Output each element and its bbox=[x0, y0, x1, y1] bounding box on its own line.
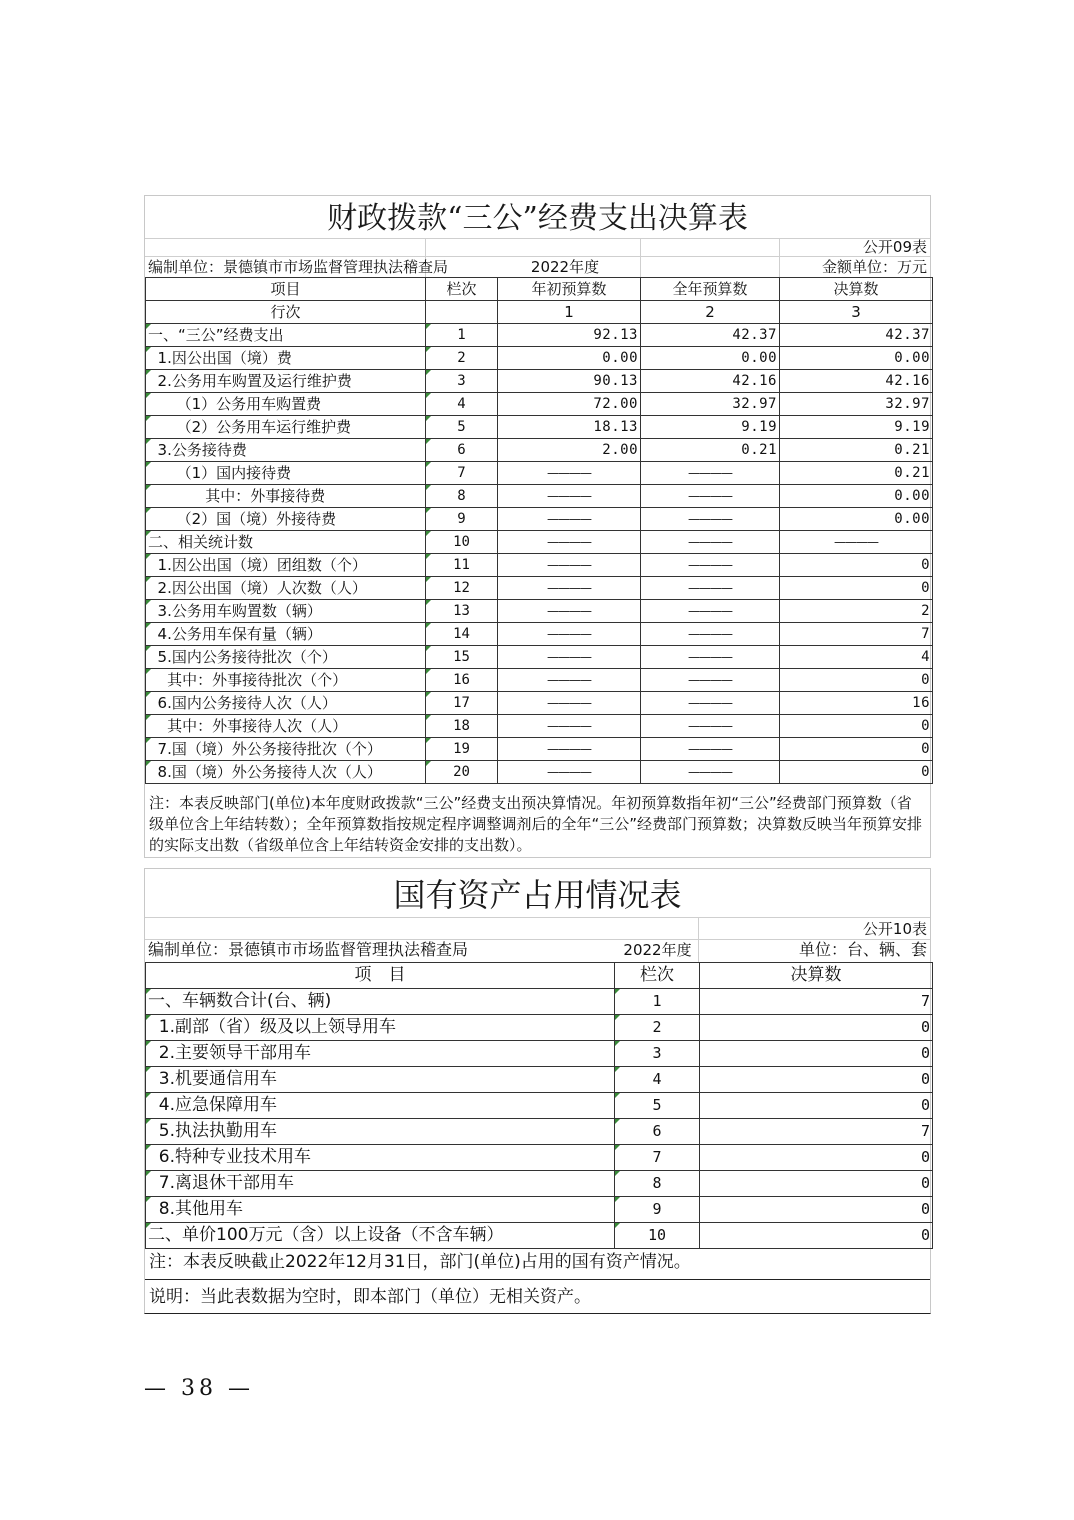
row-index: 9 bbox=[426, 508, 498, 531]
row-value: ———— bbox=[641, 646, 780, 669]
row-value: ———— bbox=[780, 531, 933, 554]
row-value: ———— bbox=[641, 669, 780, 692]
table-row bbox=[146, 692, 933, 715]
table1-unit: 编制单位：景德镇市市场监督管理执法稽查局 bbox=[148, 258, 449, 276]
row-index: 17 bbox=[426, 692, 498, 715]
table2-header-cell: 项 目 bbox=[146, 963, 615, 989]
row-value: 0.00 bbox=[780, 347, 933, 370]
row-index: 6 bbox=[426, 439, 498, 462]
row-label: （2）国（境）外接待费 bbox=[146, 508, 426, 531]
row-index: 15 bbox=[426, 646, 498, 669]
row-value: ———— bbox=[641, 623, 780, 646]
row-value: 0 bbox=[700, 1171, 933, 1197]
row-value: 0 bbox=[780, 577, 933, 600]
row-label: 一、车辆数合计(台、辆) bbox=[146, 989, 615, 1015]
row-value: 42.37 bbox=[780, 324, 933, 347]
table-row bbox=[146, 738, 933, 761]
row-value: 42.16 bbox=[641, 370, 780, 393]
row-value: 0 bbox=[700, 1067, 933, 1093]
row-index: 5 bbox=[426, 416, 498, 439]
table1-grid bbox=[145, 277, 933, 784]
table-row bbox=[146, 1197, 933, 1223]
row-index: 8 bbox=[426, 485, 498, 508]
row-index: 19 bbox=[426, 738, 498, 761]
row-value: 0.21 bbox=[641, 439, 780, 462]
table2-header-row bbox=[146, 963, 933, 989]
table1-note: 注：本表反映部门(单位)本年度财政拨款“三公”经费支出预决算情况。年初预算数指年初“三公”经费部门预算数（省级单位含上年结转数）；全年预算数指按规定程序调整调剂后的全年“三公”经费部门预算数；决算数反映当年预算安排的实际支出数（省级单位含上年结转资金安排的支出数）。 bbox=[149, 794, 923, 854]
row-label: 其中：外事接待费 bbox=[146, 485, 426, 508]
table1-subheader-cell: 行次 bbox=[146, 301, 426, 324]
row-value: ———— bbox=[498, 646, 641, 669]
page-number: — 38 — bbox=[144, 1376, 254, 1401]
row-value: 0.00 bbox=[641, 347, 780, 370]
row-label: 3.公务用车购置数（辆） bbox=[146, 600, 426, 623]
row-value: 32.97 bbox=[780, 393, 933, 416]
row-index: 3 bbox=[426, 370, 498, 393]
table2-unit: 编制单位：景德镇市市场监督管理执法稽查局 bbox=[148, 940, 469, 959]
row-value: ———— bbox=[498, 554, 641, 577]
table-row bbox=[146, 1119, 933, 1145]
row-label: 4.应急保障用车 bbox=[146, 1093, 615, 1119]
row-label: 8.国（境）外公务接待人次（人） bbox=[146, 761, 426, 784]
table-row bbox=[146, 508, 933, 531]
row-index: 16 bbox=[426, 669, 498, 692]
row-value: ———— bbox=[498, 623, 641, 646]
state-assets-table bbox=[144, 868, 931, 1314]
table-row bbox=[146, 1067, 933, 1093]
row-value: ———— bbox=[641, 715, 780, 738]
row-index: 14 bbox=[426, 623, 498, 646]
table2-note: 注：本表反映截止2022年12月31日，部门(单位)占用的国有资产情况。 bbox=[149, 1252, 691, 1272]
table-row bbox=[146, 715, 933, 738]
table-row bbox=[146, 554, 933, 577]
row-value: ———— bbox=[498, 462, 641, 485]
row-value: ———— bbox=[641, 738, 780, 761]
table-row bbox=[146, 577, 933, 600]
row-index: 5 bbox=[615, 1093, 700, 1119]
row-value: ———— bbox=[498, 600, 641, 623]
row-value: ———— bbox=[641, 531, 780, 554]
row-label: 2.主要领导干部用车 bbox=[146, 1041, 615, 1067]
row-value: 92.13 bbox=[498, 324, 641, 347]
row-label: 二、单价100万元（含）以上设备（不含车辆） bbox=[146, 1223, 615, 1249]
table1-year: 2022年度 bbox=[530, 258, 600, 276]
row-label: 7.离退休干部用车 bbox=[146, 1171, 615, 1197]
table2-grid bbox=[145, 962, 933, 1249]
row-value: ———— bbox=[641, 554, 780, 577]
row-value: 42.37 bbox=[641, 324, 780, 347]
row-value: 72.00 bbox=[498, 393, 641, 416]
row-label: 其中：外事接待批次（个） bbox=[146, 669, 426, 692]
row-value: 0 bbox=[700, 1041, 933, 1067]
table-row bbox=[146, 1015, 933, 1041]
table1-subheader-row bbox=[146, 301, 933, 324]
row-value: 0.21 bbox=[780, 462, 933, 485]
row-value: ———— bbox=[498, 715, 641, 738]
row-index: 8 bbox=[615, 1171, 700, 1197]
row-value: ———— bbox=[498, 508, 641, 531]
table-row bbox=[146, 600, 933, 623]
row-value: 0.21 bbox=[780, 439, 933, 462]
row-value: 0.00 bbox=[498, 347, 641, 370]
table-row bbox=[146, 761, 933, 784]
row-index: 3 bbox=[615, 1041, 700, 1067]
table-row bbox=[146, 347, 933, 370]
row-value: 0 bbox=[780, 669, 933, 692]
row-value: 0 bbox=[700, 1015, 933, 1041]
table-row bbox=[146, 646, 933, 669]
table1-header-cell: 决算数 bbox=[780, 278, 933, 301]
row-value: 42.16 bbox=[780, 370, 933, 393]
row-value: 7 bbox=[780, 623, 933, 646]
row-index: 13 bbox=[426, 600, 498, 623]
row-value: 0 bbox=[780, 761, 933, 784]
row-value: 0.00 bbox=[780, 485, 933, 508]
row-value: 7 bbox=[700, 989, 933, 1015]
row-index: 7 bbox=[615, 1145, 700, 1171]
row-label: 1.副部（省）级及以上领导用车 bbox=[146, 1015, 615, 1041]
table1-header-cell: 栏次 bbox=[426, 278, 498, 301]
table2-amount-unit: 单位：台、辆、套 bbox=[798, 940, 927, 959]
table-row bbox=[146, 669, 933, 692]
row-value: 9.19 bbox=[780, 416, 933, 439]
row-label: 1.因公出国（境）团组数（个） bbox=[146, 554, 426, 577]
table2-header-cell: 栏次 bbox=[615, 963, 700, 989]
row-label: 4.公务用车保有量（辆） bbox=[146, 623, 426, 646]
table-row bbox=[146, 416, 933, 439]
table-row bbox=[146, 439, 933, 462]
table-row bbox=[146, 1093, 933, 1119]
row-label: 6.国内公务接待人次（人） bbox=[146, 692, 426, 715]
table-row bbox=[146, 1145, 933, 1171]
table-row bbox=[146, 1223, 933, 1249]
row-value: ———— bbox=[498, 577, 641, 600]
row-index: 20 bbox=[426, 761, 498, 784]
row-label: 其中：外事接待人次（人） bbox=[146, 715, 426, 738]
row-value: 0 bbox=[700, 1197, 933, 1223]
three-public-expenditure-table bbox=[144, 195, 931, 858]
table-row bbox=[146, 531, 933, 554]
table1-header-row bbox=[146, 278, 933, 301]
row-value: 2 bbox=[780, 600, 933, 623]
row-index: 2 bbox=[426, 347, 498, 370]
table2-header-cell: 决算数 bbox=[700, 963, 933, 989]
table1-header-cell: 项目 bbox=[146, 278, 426, 301]
row-value: 7 bbox=[700, 1119, 933, 1145]
row-value: ———— bbox=[641, 577, 780, 600]
row-label: 一、“三公”经费支出 bbox=[146, 324, 426, 347]
table-row bbox=[146, 393, 933, 416]
table1-header-cell: 年初预算数 bbox=[498, 278, 641, 301]
row-value: 18.13 bbox=[498, 416, 641, 439]
table1-subheader-cell bbox=[426, 301, 498, 324]
row-value: 90.13 bbox=[498, 370, 641, 393]
row-value: 2.00 bbox=[498, 439, 641, 462]
row-value: ———— bbox=[641, 761, 780, 784]
row-label: 8.其他用车 bbox=[146, 1197, 615, 1223]
row-index: 1 bbox=[426, 324, 498, 347]
row-index: 11 bbox=[426, 554, 498, 577]
table-row bbox=[146, 1171, 933, 1197]
row-value: 0 bbox=[700, 1093, 933, 1119]
table-row bbox=[146, 324, 933, 347]
row-label: 2.因公出国（境）人次数（人） bbox=[146, 577, 426, 600]
row-index: 2 bbox=[615, 1015, 700, 1041]
table1-title: 财政拨款“三公”经费支出决算表 bbox=[327, 201, 748, 236]
row-index: 7 bbox=[426, 462, 498, 485]
row-label: （1）国内接待费 bbox=[146, 462, 426, 485]
row-label: 2.公务用车购置及运行维护费 bbox=[146, 370, 426, 393]
table2-number: 公开10表 bbox=[862, 920, 927, 938]
row-value: ———— bbox=[641, 462, 780, 485]
row-value: ———— bbox=[498, 761, 641, 784]
table-row bbox=[146, 623, 933, 646]
row-index: 1 bbox=[615, 989, 700, 1015]
row-value: 32.97 bbox=[641, 393, 780, 416]
row-index: 10 bbox=[615, 1223, 700, 1249]
row-value: 0 bbox=[700, 1145, 933, 1171]
row-label: 5.国内公务接待批次（个） bbox=[146, 646, 426, 669]
row-value: ———— bbox=[641, 485, 780, 508]
table1-subheader-cell: 2 bbox=[641, 301, 780, 324]
table-row bbox=[146, 370, 933, 393]
table2-explain: 说明：当此表数据为空时，即本部门（单位）无相关资产。 bbox=[149, 1287, 591, 1307]
row-label: 7.国（境）外公务接待批次（个） bbox=[146, 738, 426, 761]
row-value: 4 bbox=[780, 646, 933, 669]
row-index: 12 bbox=[426, 577, 498, 600]
row-value: ———— bbox=[641, 508, 780, 531]
row-index: 9 bbox=[615, 1197, 700, 1223]
row-value: ———— bbox=[498, 738, 641, 761]
table1-subheader-cell: 1 bbox=[498, 301, 641, 324]
table-row bbox=[146, 989, 933, 1015]
row-value: ———— bbox=[498, 485, 641, 508]
row-label: 5.执法执勤用车 bbox=[146, 1119, 615, 1145]
row-value: ———— bbox=[641, 692, 780, 715]
row-value: ———— bbox=[498, 692, 641, 715]
row-label: 3.公务接待费 bbox=[146, 439, 426, 462]
row-index: 4 bbox=[426, 393, 498, 416]
row-index: 6 bbox=[615, 1119, 700, 1145]
row-value: 0 bbox=[780, 738, 933, 761]
row-value: 0.00 bbox=[780, 508, 933, 531]
row-label: 3.机要通信用车 bbox=[146, 1067, 615, 1093]
table-row bbox=[146, 462, 933, 485]
row-label: （2）公务用车运行维护费 bbox=[146, 416, 426, 439]
table1-subheader-cell: 3 bbox=[780, 301, 933, 324]
row-label: 1.因公出国（境）费 bbox=[146, 347, 426, 370]
row-index: 4 bbox=[615, 1067, 700, 1093]
row-value: 9.19 bbox=[641, 416, 780, 439]
row-value: ———— bbox=[498, 669, 641, 692]
row-label: 6.特种专业技术用车 bbox=[146, 1145, 615, 1171]
row-value: ———— bbox=[641, 600, 780, 623]
table2-title: 国有资产占用情况表 bbox=[393, 876, 682, 914]
row-value: 0 bbox=[700, 1223, 933, 1249]
table1-amount-unit: 金额单位：万元 bbox=[821, 258, 927, 276]
row-index: 18 bbox=[426, 715, 498, 738]
row-value: ———— bbox=[498, 531, 641, 554]
row-value: 0 bbox=[780, 715, 933, 738]
table-row bbox=[146, 1041, 933, 1067]
table-row bbox=[146, 485, 933, 508]
row-index: 10 bbox=[426, 531, 498, 554]
row-value: 0 bbox=[780, 554, 933, 577]
table2-year: 2022年度 bbox=[623, 941, 692, 959]
row-label: 二、相关统计数 bbox=[146, 531, 426, 554]
table1-header-cell: 全年预算数 bbox=[641, 278, 780, 301]
row-value: 16 bbox=[780, 692, 933, 715]
row-label: （1）公务用车购置费 bbox=[146, 393, 426, 416]
table1-number: 公开09表 bbox=[862, 238, 927, 256]
